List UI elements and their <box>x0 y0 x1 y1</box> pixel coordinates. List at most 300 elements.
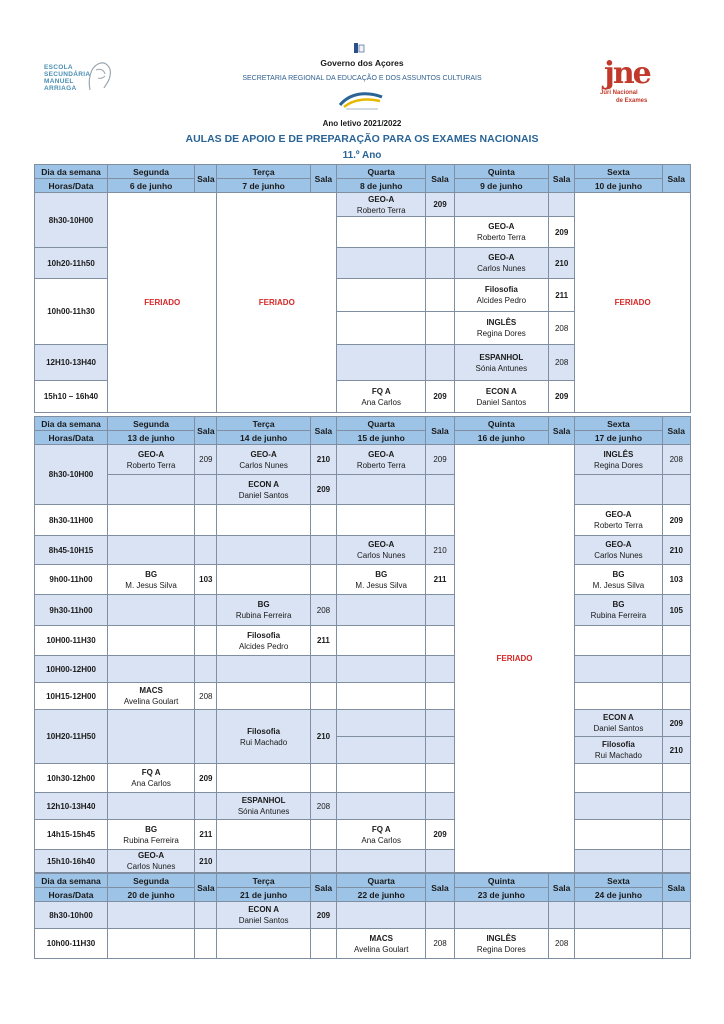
room-cell <box>310 565 336 595</box>
day-header: Terça <box>217 165 310 179</box>
time-slot: 15h10-16h40 <box>35 850 108 873</box>
room-number: 209 <box>199 773 213 783</box>
hours-header: Horas/Data <box>35 431 108 445</box>
azores-emblem-icon <box>352 41 366 55</box>
room-number: 210 <box>433 545 447 555</box>
date-header: 14 de junho <box>217 431 310 445</box>
class-cell <box>108 820 195 850</box>
subject-name: GEO-A <box>605 540 632 549</box>
room-cell <box>426 626 454 656</box>
day-header: Quinta <box>454 417 548 431</box>
subject-name: ECON A <box>485 386 517 396</box>
weekday-header: Dia da semana <box>35 165 108 179</box>
room-number: 209 <box>316 910 331 920</box>
room-header: Sala <box>426 165 454 193</box>
class-cell <box>337 929 426 959</box>
room-cell <box>662 536 690 565</box>
schedule-row <box>35 565 691 595</box>
room-cell <box>426 381 454 413</box>
schedule-row <box>35 683 691 710</box>
class-cell <box>217 764 310 793</box>
room-cell <box>548 902 574 929</box>
room-number: 209 <box>554 227 569 237</box>
teacher-name: Ana Carlos <box>361 835 401 845</box>
date-header: 21 de junho <box>217 888 310 902</box>
header-row <box>35 431 691 445</box>
time-slot: 8h30-11H00 <box>35 505 108 536</box>
subject-name: FQ A <box>141 768 161 777</box>
room-cell <box>195 536 217 565</box>
day-header: Sexta <box>575 417 662 431</box>
room-number: 208 <box>554 358 569 367</box>
teacher-name: Daniel Santos <box>476 397 527 407</box>
class-cell <box>337 279 426 312</box>
room-number: 208 <box>316 801 331 811</box>
class-cell <box>217 505 310 536</box>
room-cell <box>662 902 690 929</box>
class-cell <box>108 683 195 710</box>
room-cell <box>195 902 217 929</box>
time-slot: 10h30-12h00 <box>35 764 108 793</box>
class-cell <box>108 793 195 820</box>
class-cell <box>337 312 426 345</box>
room-cell <box>548 193 574 217</box>
date-header: 10 de junho <box>575 179 662 193</box>
subject-name: ECON A <box>248 905 280 914</box>
room-cell <box>548 248 574 279</box>
date-header: 20 de junho <box>108 888 195 902</box>
subject-name: GEO-A <box>368 540 395 549</box>
room-cell <box>195 683 217 710</box>
class-cell <box>575 929 662 959</box>
schedule-row <box>35 793 691 820</box>
class-cell <box>454 902 548 929</box>
teacher-name: Regina Dores <box>476 944 526 954</box>
room-cell <box>426 929 454 959</box>
room-number: 208 <box>669 455 683 464</box>
room-cell <box>195 475 217 505</box>
class-cell <box>108 595 195 626</box>
day-header: Sexta <box>575 165 662 179</box>
subject-name: GEO-A <box>488 222 515 231</box>
teacher-name: M. Jesus Silva <box>355 580 407 590</box>
class-cell <box>217 595 310 626</box>
class-cell <box>575 536 662 565</box>
teacher-name: Rubina Ferreira <box>590 611 647 620</box>
subject-name: ECON A <box>248 479 280 489</box>
room-cell <box>426 345 454 381</box>
room-cell <box>195 505 217 536</box>
room-cell <box>310 820 336 850</box>
class-cell <box>337 193 426 217</box>
room-cell <box>548 217 574 248</box>
date-header: 8 de junho <box>337 179 426 193</box>
document-header <box>0 0 724 170</box>
class-cell <box>337 565 426 595</box>
day-header: Quinta <box>454 165 548 179</box>
time-slot: 10H15-12H00 <box>35 683 108 710</box>
class-cell <box>337 381 426 413</box>
header-row <box>35 179 691 193</box>
room-cell <box>662 475 690 505</box>
teacher-name: Daniel Santos <box>593 724 644 733</box>
room-number: 208 <box>199 691 213 701</box>
grade-subtitle: 11.º Ano <box>342 150 382 161</box>
subject-name: GEO-A <box>137 851 165 860</box>
room-cell <box>426 764 454 793</box>
room-cell <box>310 850 336 873</box>
class-cell <box>575 793 662 820</box>
schedule-row <box>35 445 691 475</box>
date-header: 6 de junho <box>108 179 195 193</box>
class-cell <box>337 850 426 873</box>
holiday-cell: FERIADO <box>217 193 337 413</box>
school-logo-line: SECUNDÁRIA <box>44 71 91 78</box>
school-logo-line: MANUEL <box>44 78 74 85</box>
subject-name: GEO-A <box>488 253 515 262</box>
room-cell <box>662 710 690 737</box>
subject-name: INGLÊS <box>486 318 517 327</box>
teacher-name: Daniel Santos <box>238 490 289 500</box>
room-cell <box>662 626 690 656</box>
room-number: 105 <box>669 605 683 615</box>
time-slot: 8h30-10h00 <box>35 902 108 929</box>
class-cell <box>337 902 426 929</box>
class-cell <box>217 820 310 850</box>
subject-name: GEO-A <box>368 449 395 459</box>
room-number: 103 <box>199 575 213 584</box>
room-cell <box>310 445 336 475</box>
class-cell <box>575 820 662 850</box>
subject-name: ESPANHOL <box>241 796 286 805</box>
room-header: Sala <box>662 417 690 445</box>
class-cell <box>575 595 662 626</box>
teacher-name: Ana Carlos <box>131 779 171 788</box>
teacher-name: Sónia Antunes <box>237 807 290 816</box>
room-cell <box>426 793 454 820</box>
class-cell <box>108 929 195 959</box>
subject-name: BG <box>375 569 388 579</box>
room-cell <box>662 793 690 820</box>
room-number: 211 <box>433 575 447 584</box>
subject-name: MACS <box>139 686 163 695</box>
jne-logo-line: de Exames <box>616 98 648 104</box>
teacher-name: Roberto Terra <box>594 521 643 530</box>
class-cell <box>108 445 195 475</box>
room-cell <box>426 193 454 217</box>
class-cell <box>217 710 310 764</box>
date-header: 17 de junho <box>575 431 662 445</box>
class-cell <box>337 683 426 710</box>
teacher-name: Rubina Ferreira <box>235 611 292 620</box>
subject-name: MACS <box>369 933 393 943</box>
teacher-name: Rui Machado <box>594 751 642 760</box>
subject-name: ECON A <box>603 713 634 722</box>
header-row <box>35 888 691 902</box>
subject-name: BG <box>612 600 625 609</box>
time-slot: 12h10-13H40 <box>35 793 108 820</box>
jne-logo <box>600 56 656 106</box>
weekday-header: Dia da semana <box>35 417 108 431</box>
room-cell <box>662 764 690 793</box>
subject-name: GEO-A <box>137 449 165 459</box>
class-cell <box>337 656 426 683</box>
schedule-week-3 <box>34 873 691 959</box>
room-cell <box>662 820 690 850</box>
class-cell <box>454 345 548 381</box>
day-header: Segunda <box>108 165 195 179</box>
room-cell <box>426 595 454 626</box>
room-number: 209 <box>199 455 213 464</box>
room-number: 209 <box>433 392 447 401</box>
room-cell <box>426 475 454 505</box>
class-cell <box>108 656 195 683</box>
room-header: Sala <box>195 165 217 193</box>
teacher-name: Avelina Goulart <box>123 697 179 706</box>
room-header: Sala <box>195 874 217 902</box>
time-slot: 10H00-12H00 <box>35 656 108 683</box>
subject-name: INGLÊS <box>486 933 517 943</box>
room-number: 209 <box>433 455 447 464</box>
header-row <box>35 874 691 888</box>
room-cell <box>195 850 217 873</box>
room-cell <box>548 312 574 345</box>
room-number: 211 <box>555 290 569 300</box>
class-cell <box>337 710 426 737</box>
class-cell <box>575 710 662 737</box>
class-cell <box>337 217 426 248</box>
room-cell <box>310 475 336 505</box>
date-header: 24 de junho <box>575 888 662 902</box>
room-header: Sala <box>662 165 690 193</box>
room-number: 208 <box>316 605 331 615</box>
class-cell <box>108 850 195 873</box>
room-cell <box>548 345 574 381</box>
room-number: 209 <box>433 200 447 209</box>
time-slot: 10h20-11h50 <box>35 248 108 279</box>
room-number: 208 <box>554 323 569 333</box>
schedule-row <box>35 929 691 959</box>
room-cell <box>426 312 454 345</box>
room-cell <box>662 565 690 595</box>
room-cell <box>195 626 217 656</box>
teacher-name: Roberto Terra <box>476 233 526 242</box>
class-cell <box>217 683 310 710</box>
teacher-name: M. Jesus Silva <box>592 580 645 590</box>
room-number: 210 <box>554 258 569 268</box>
class-cell <box>108 475 195 505</box>
room-cell <box>548 929 574 959</box>
room-cell <box>662 656 690 683</box>
time-slot: 10h00-11H30 <box>35 929 108 959</box>
room-cell <box>426 902 454 929</box>
room-number: 210 <box>316 455 331 464</box>
class-cell <box>337 536 426 565</box>
subject-name: GEO-A <box>605 510 632 519</box>
room-cell <box>310 793 336 820</box>
date-header: 15 de junho <box>337 431 426 445</box>
subject-name: GEO-A <box>250 449 277 459</box>
class-cell <box>217 902 310 929</box>
time-slot: 10h00-11h30 <box>35 279 108 345</box>
room-cell <box>426 248 454 279</box>
room-cell <box>662 737 690 764</box>
class-cell <box>337 445 426 475</box>
schedule-row <box>35 902 691 929</box>
teacher-name: Rubina Ferreira <box>123 835 179 845</box>
class-cell <box>337 475 426 505</box>
class-cell <box>337 505 426 536</box>
teacher-name: Regina Dores <box>476 329 526 338</box>
room-header: Sala <box>426 874 454 902</box>
room-cell <box>195 764 217 793</box>
class-cell <box>337 764 426 793</box>
date-header: 23 de junho <box>454 888 548 902</box>
day-header: Sexta <box>575 874 662 888</box>
date-header: 22 de junho <box>337 888 426 902</box>
teacher-name: Carlos Nunes <box>477 264 526 273</box>
room-number: 210 <box>669 745 683 755</box>
class-cell <box>108 505 195 536</box>
hours-header: Horas/Data <box>35 179 108 193</box>
teacher-name: Ana Carlos <box>361 397 401 407</box>
class-cell <box>337 820 426 850</box>
room-number: 211 <box>199 830 213 839</box>
teacher-name: Alcides Pedro <box>238 641 289 651</box>
room-number: 103 <box>669 575 683 584</box>
teacher-name: M. Jesus Silva <box>125 580 177 590</box>
class-cell <box>217 850 310 873</box>
class-cell <box>575 565 662 595</box>
class-cell <box>217 626 310 656</box>
room-number: 209 <box>433 830 447 839</box>
school-year: Ano letivo 2021/2022 <box>322 119 402 128</box>
weekday-header: Dia da semana <box>35 874 108 888</box>
subject-name: Filosofia <box>247 630 281 640</box>
room-number: 209 <box>554 392 569 401</box>
room-header: Sala <box>548 417 574 445</box>
holiday-cell: FERIADO <box>454 445 575 873</box>
teacher-name: Carlos Nunes <box>594 551 643 560</box>
class-cell <box>575 445 662 475</box>
day-header: Segunda <box>108 874 195 888</box>
time-slot: 9h00-11h00 <box>35 565 108 595</box>
room-cell <box>662 850 690 873</box>
room-cell <box>195 656 217 683</box>
date-header: 13 de junho <box>108 431 195 445</box>
schedule-row <box>35 536 691 565</box>
room-cell <box>426 656 454 683</box>
day-header: Quarta <box>337 874 426 888</box>
room-cell <box>310 536 336 565</box>
date-header: 16 de junho <box>454 431 548 445</box>
teacher-name: Regina Dores <box>593 460 643 470</box>
class-cell <box>575 475 662 505</box>
room-cell <box>426 536 454 565</box>
time-slot: 12H10-13H40 <box>35 345 108 381</box>
schedule-row <box>35 764 691 793</box>
room-number: 210 <box>316 732 331 741</box>
class-cell <box>108 626 195 656</box>
teacher-name: Avelina Goulart <box>353 944 409 954</box>
room-cell <box>310 929 336 959</box>
room-number: 208 <box>554 939 569 948</box>
holiday-cell: FERIADO <box>575 193 691 413</box>
day-header: Quarta <box>337 417 426 431</box>
room-cell <box>195 595 217 626</box>
room-cell <box>426 565 454 595</box>
subject-name: FQ A <box>371 824 391 834</box>
education-logo-icon <box>336 89 388 111</box>
room-header: Sala <box>548 165 574 193</box>
room-number: 210 <box>199 856 213 866</box>
time-slot: 10H20-11H50 <box>35 710 108 764</box>
room-cell <box>426 217 454 248</box>
room-header: Sala <box>195 417 217 445</box>
jne-logo-mark: jne <box>604 56 650 91</box>
room-cell <box>310 595 336 626</box>
class-cell <box>337 345 426 381</box>
room-header: Sala <box>310 417 336 445</box>
subject-name: GEO-A <box>368 194 395 204</box>
room-cell <box>426 683 454 710</box>
class-cell <box>108 902 195 929</box>
room-cell <box>662 595 690 626</box>
room-cell <box>426 505 454 536</box>
subject-name: Filosofia <box>247 726 281 736</box>
day-header: Quarta <box>337 165 426 179</box>
teacher-name: Roberto Terra <box>356 205 406 215</box>
schedule-row <box>35 475 691 505</box>
class-cell <box>575 850 662 873</box>
teacher-name: Alcides Pedro <box>476 296 527 305</box>
day-header: Terça <box>217 417 310 431</box>
room-number: 211 <box>316 636 330 645</box>
class-cell <box>217 445 310 475</box>
subject-name: Filosofia <box>601 740 635 749</box>
teacher-name: Carlos Nunes <box>126 862 176 871</box>
class-cell <box>575 505 662 536</box>
room-cell <box>310 656 336 683</box>
room-cell <box>548 381 574 413</box>
room-header: Sala <box>310 165 336 193</box>
subject-name: INGLÊS <box>603 449 634 459</box>
room-cell <box>310 710 336 764</box>
room-cell <box>426 820 454 850</box>
teacher-name: Rui Machado <box>240 737 288 747</box>
room-cell <box>310 683 336 710</box>
time-slot: 9h30-11h00 <box>35 595 108 626</box>
holiday-cell: FERIADO <box>108 193 217 413</box>
class-cell <box>108 565 195 595</box>
hours-header: Horas/Data <box>35 888 108 902</box>
teacher-name: Carlos Nunes <box>356 551 406 560</box>
room-cell <box>426 850 454 873</box>
schedule-row <box>35 193 691 217</box>
room-number: 209 <box>669 515 683 525</box>
class-cell <box>454 381 548 413</box>
page-title: AULAS DE APOIO E DE PREPARAÇÃO PARA OS EXAMES NACIONAIS <box>185 133 539 145</box>
room-cell <box>195 793 217 820</box>
class-cell <box>575 683 662 710</box>
class-cell <box>575 764 662 793</box>
time-slot: 8h45-10H15 <box>35 536 108 565</box>
class-cell <box>337 626 426 656</box>
room-cell <box>310 626 336 656</box>
teacher-name: Roberto Terra <box>356 460 406 470</box>
class-cell <box>217 929 310 959</box>
room-cell <box>195 445 217 475</box>
